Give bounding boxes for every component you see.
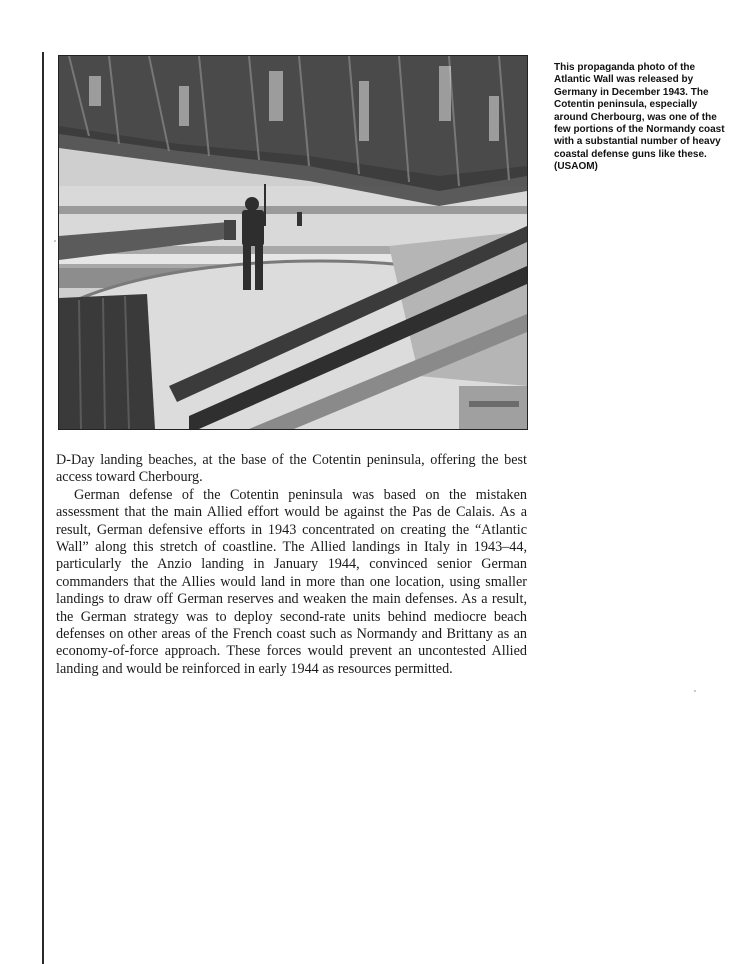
paragraph-continuation: D-Day landing beaches, at the base of the Cotentin peninsula, offering the best access toward Cherbourg. xyxy=(56,452,527,486)
paper-speck xyxy=(54,240,56,242)
paragraph-cotentin-defense: German defense of the Cotentin peninsula was based on the mistaken assessment that the main Allied effort would be against the Pas de Calais. As a result, German defensive efforts in 1943 concentrated on creating the “Atlantic Wall” along this stretch of coastline. The Allied landings in Italy in 1943–44, particularly the Anzio landing in January 1944, convinced senior German commanders that the Allies would land in more than one location, using smaller landings to draw off German reserves and weaken the main defenses. As a result, the German strategy was to deploy second-rate units behind mediocre beach defenses on other areas of the French coast such as Normandy and Brittany as an economy-of-force approach. These forces would prevent an uncontested Allied landing and would be reinforced in early 1944 as resources permitted. xyxy=(56,486,527,677)
page-margin-rule xyxy=(42,52,44,964)
photo-illustration xyxy=(59,56,527,429)
paper-speck xyxy=(694,690,696,692)
body-text xyxy=(56,452,527,678)
photo-caption: This propaganda photo of the Atlantic Wall was released by Germany in December 1943. The Cotentin peninsula, especially around Cherbourg, was one of the few portions of the Normandy coast with a substantial number of heavy coastal defense guns like these. (USAOM) xyxy=(554,62,725,173)
atlantic-wall-photo xyxy=(58,55,528,430)
